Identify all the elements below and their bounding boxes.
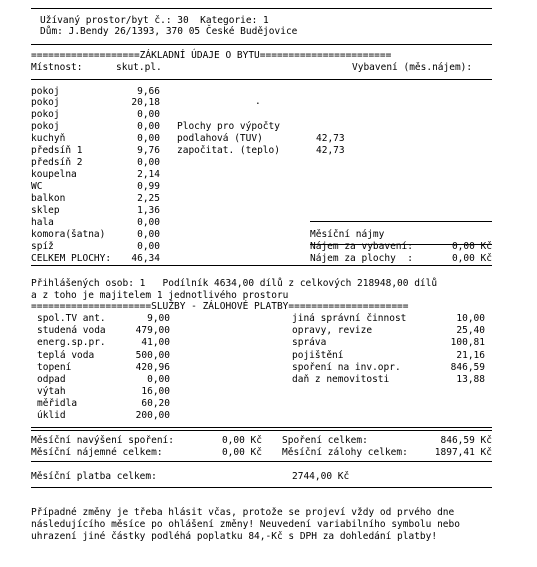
service-label: výtah <box>37 386 66 397</box>
rent-total-label: Měsíční nájemné celkem: <box>31 447 163 458</box>
service-label: topení <box>37 362 72 373</box>
service-value: 846,59 <box>450 362 485 373</box>
calc-label: započitat. (teplo) <box>177 145 280 156</box>
service-label: správa <box>292 337 327 348</box>
room-name: hala <box>31 217 54 228</box>
room-area: 0,99 <box>137 181 160 192</box>
col-room-header: Místnost: <box>31 62 83 73</box>
service-value: 21,16 <box>456 350 485 361</box>
service-value: 41,00 <box>141 337 170 348</box>
room-area: 0,00 <box>137 241 160 252</box>
service-value: 200,00 <box>135 410 170 421</box>
rent-label: Nájem za vybavení: <box>310 241 413 252</box>
dot-mark: . <box>255 96 261 107</box>
service-label: daň z nemovitosti <box>292 374 390 385</box>
col-equip-header: Vybavení (měs.nájem): <box>352 62 473 73</box>
service-label: měřidla <box>37 398 78 409</box>
service-label: energ.sp.pr. <box>37 337 106 348</box>
services-bottom-rule-2 <box>31 430 492 431</box>
room-name: pokoj <box>31 121 60 132</box>
room-area: 2,25 <box>137 193 160 204</box>
room-name: pokoj <box>31 109 60 120</box>
owner-line: a z toho je majitelem 1 jednotlivého prostoru <box>31 290 289 301</box>
room-area: 0,00 <box>137 121 160 132</box>
savings-total-value: 846,59 Kč <box>440 435 492 446</box>
service-value: 0,00 <box>147 374 170 385</box>
savings-increase-value: 0,00 Kč <box>221 435 262 446</box>
services-bottom-rule-1 <box>31 427 492 428</box>
service-value: 60,20 <box>141 398 170 409</box>
header-rule <box>31 44 492 45</box>
room-name: pokoj <box>31 86 60 97</box>
persons-line: Přihlášených osob: 1 Podílník 4634,00 dílů z celkových 218948,00 dílů <box>31 278 438 289</box>
room-name: spíž <box>31 241 54 252</box>
notice-line-3: uhrazení jiné částky podléhá poplatku 84,-Kč s DPH za dohledání platby! <box>31 531 438 542</box>
room-name: WC <box>31 181 43 192</box>
room-area: 1,36 <box>137 205 160 216</box>
premises-line: Užívaný prostor/byt č.: 30 Kategorie: 1 <box>40 15 269 26</box>
room-area: 0,00 <box>137 217 160 228</box>
savings-total-label: Spoření celkem: <box>282 435 368 446</box>
col-area-header: skut.pl. <box>116 62 162 73</box>
room-name: balkon <box>31 193 66 204</box>
service-label: spoření na inv.opr. <box>292 362 401 373</box>
room-name: předsíň 1 <box>31 145 83 156</box>
totals-rule <box>31 461 492 462</box>
service-value: 9,00 <box>147 313 170 324</box>
advances-total-label: Měsíční zálohy celkem: <box>282 447 408 458</box>
room-area: 9,76 <box>137 145 160 156</box>
room-name: pokoj <box>31 97 60 108</box>
service-label: pojištění <box>292 350 344 361</box>
room-name: koupelna <box>31 169 77 180</box>
service-value: 420,96 <box>135 362 170 373</box>
service-label: opravy, revize <box>292 325 373 336</box>
service-label: úklid <box>37 410 66 421</box>
service-value: 13,88 <box>456 374 485 385</box>
room-area: 0,00 <box>137 133 160 144</box>
room-area: 9,66 <box>137 86 160 97</box>
service-value: 25,40 <box>456 325 485 336</box>
savings-increase-label: Měsíční navýšení spoření: <box>31 435 174 446</box>
address-line: Dům: J.Bendy 26/1393, 370 05 České Budějovice <box>40 26 298 37</box>
calc-value: 42,73 <box>316 133 345 144</box>
monthly-payment-label: Měsíční platba celkem: <box>31 471 157 482</box>
room-area: 20,18 <box>131 97 160 108</box>
rent-title: Měsíční nájmy <box>310 229 385 240</box>
calc-value: 42,73 <box>316 145 345 156</box>
services-section-title: =====================SLUŽBY - ZÁLOHOVÉ PLATBY===================== <box>31 301 409 312</box>
room-name: komora(šatna) <box>31 229 106 240</box>
room-name: sklep <box>31 205 60 216</box>
service-value: 10,00 <box>456 313 485 324</box>
rent-rule <box>310 221 492 222</box>
room-area: 2,14 <box>137 169 160 180</box>
room-area: 0,00 <box>137 157 160 168</box>
notice-line-1: Případné změny je třeba hlásit včas, protože se projeví vždy od prvého dne <box>31 507 455 518</box>
service-label: studená voda <box>37 325 106 336</box>
rent-total-value: 0,00 Kč <box>221 447 262 458</box>
room-name: kuchyň <box>31 133 66 144</box>
service-label: odpad <box>37 374 66 385</box>
room-name: předsíň 2 <box>31 157 83 168</box>
calc-title: Plochy pro výpočty <box>177 121 280 132</box>
top-rule <box>31 8 492 9</box>
service-label: spol.TV ant. <box>37 313 106 324</box>
service-value: 500,00 <box>135 350 170 361</box>
advances-total-value: 1897,41 Kč <box>434 447 492 458</box>
payment-rule <box>31 487 492 488</box>
total-area-value: 46,34 <box>131 253 160 264</box>
calc-label: podlahová (TUV) <box>177 133 263 144</box>
total-area-label: CELKEM PLOCHY: <box>31 253 112 264</box>
base-section-title: ===================ZÁKLADNÍ ÚDAJE O BYTU======================= <box>31 50 392 61</box>
notice-line-2: následujícího měsíce po ohlášení změny! Neuvedení variabilního symbolu nebo <box>31 519 460 530</box>
service-label: jiná správní činnost <box>292 313 407 324</box>
columns-rule <box>31 79 492 80</box>
service-value: 16,00 <box>141 386 170 397</box>
service-label: teplá voda <box>37 350 95 361</box>
rent-value: 0,00 Kč <box>451 241 492 252</box>
base-bottom-rule <box>31 265 492 266</box>
service-value: 100,81 <box>450 337 485 348</box>
room-area: 0,00 <box>137 229 160 240</box>
rent-value: 0,00 Kč <box>451 253 492 264</box>
rent-label: Nájem za plochy : <box>310 253 413 264</box>
monthly-payment-value: 2744,00 Kč <box>292 471 350 482</box>
room-area: 0,00 <box>137 109 160 120</box>
service-value: 479,00 <box>135 325 170 336</box>
